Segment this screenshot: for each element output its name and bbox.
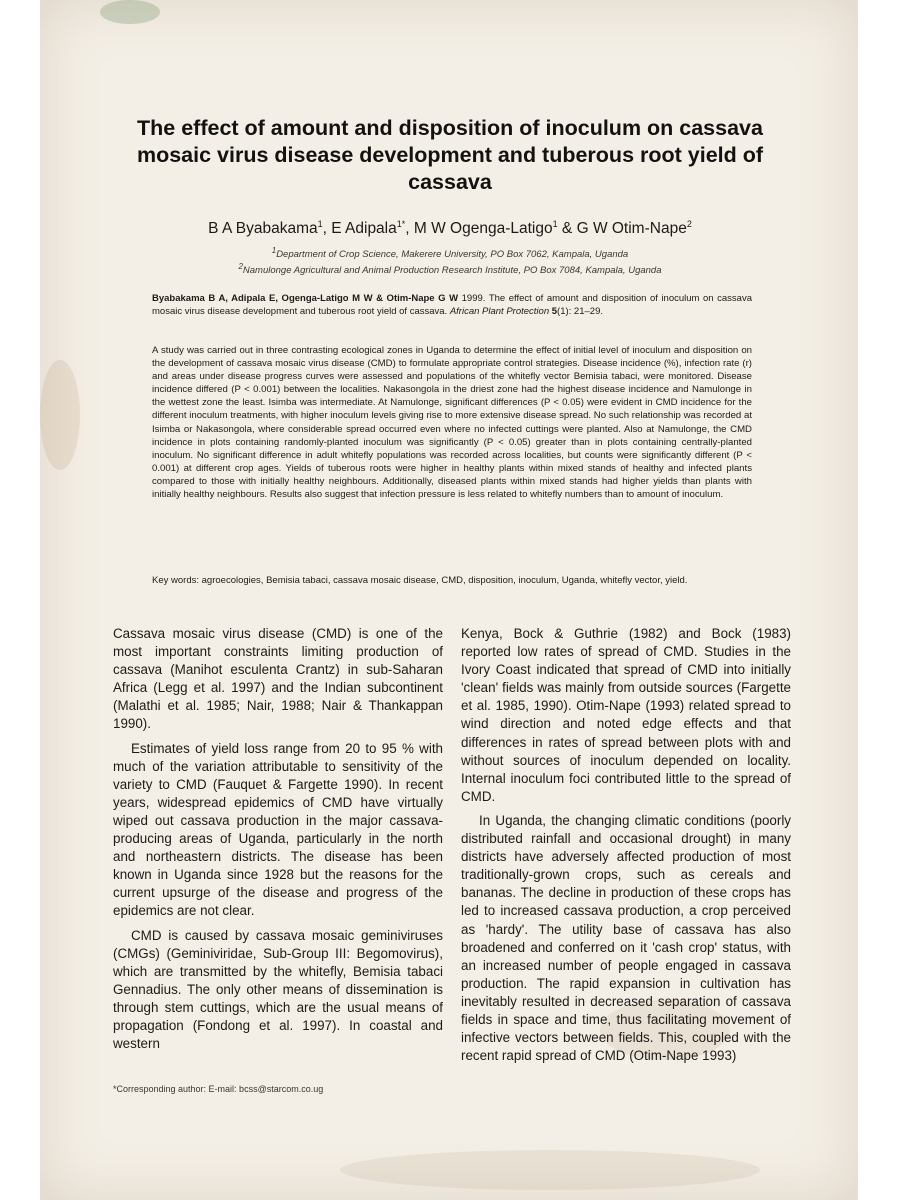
citation-journal: African Plant Protection bbox=[449, 306, 550, 317]
citation-volume: 5 bbox=[551, 306, 558, 317]
author-name: E Adipala bbox=[331, 220, 397, 238]
paper-title: The effect of amount and disposition of inoculum on cassava mosaic virus disease development and tuberous root yield of cassava bbox=[136, 116, 764, 194]
body-column-right bbox=[461, 625, 791, 1065]
body-paragraph: Estimates of yield loss range from 20 to 95 % with much of the variation attributable to sensitivity of the variety to CMD (Fauquet & Fargette 1990). In recent years, widespread epidemics of CMD have virtually wiped out cassava production in the major cassava-producing areas of Uganda, particularly in the north and northeastern districts. The disease has been known in Uganda since 1928 but the reasons for the current upsurge of the disease and progress of the epidemics are not clear. bbox=[113, 740, 443, 919]
paper-stain bbox=[340, 1150, 760, 1190]
citation bbox=[152, 292, 752, 318]
affiliation bbox=[150, 262, 750, 276]
affiliation-mark: 2 bbox=[238, 262, 243, 271]
author-affiliation-mark: 1 bbox=[552, 219, 558, 229]
author-affiliation-mark: 2 bbox=[686, 219, 692, 229]
corresponding-author-footnote: *Corresponding author: E-mail: bcss@starcom.co.ug bbox=[113, 1084, 324, 1094]
citation-authors: Byabakama B A, Adipala E, Ogenga-Latigo M W & Otim-Nape G W bbox=[152, 293, 459, 304]
affiliation-text: Department of Crop Science, Makerere University, PO Box 7062, Kampala, Uganda bbox=[276, 249, 629, 261]
abstract: A study was carried out in three contrasting ecological zones in Uganda to determine the effect of initial level of inoculum and disposition on the development of cassava mosaic virus disease (CMD) to formulate appropriate control strategies. Disease incidence (%), infection rate (r) and areas under disease progress curves were assessed and populations of the whitefly vector Bemisia tabaci, were monitored. Disease incidence differed (P < 0.001) between the localities. Nakasongola in the driest zone had the highest disease incidence and Namulonge in the wettest zone the least. Isimba was intermediate. At Namulonge, significant differences (P < 0.05) were evident in CMD incidence for the different inoculum treatments, with higher inoculum levels giving rise to more extensive disease spread. No such relationship was recorded at Isimba or Nakasongola, where considerable spread occurred even where no infected cuttings were planted. Also at Namulonge, the CMD incidence in plots containing randomly-planted inoculum was significantly (P < 0.05) greater than in plots containing centrally-planted inoculum. No significant difference in adult whitefly populations was recorded across localities, but counts were significantly different (P < 0.001) at different crop ages. Yields of tuberous roots were higher in healthy plants within mixed stands of healthy and infected plants compared to those with initially healthy neighbours. Additionally, diseased plants within mixed stands had higher yields than plants with initially healthy neighbours. Results also suggest that infection pressure is less related to whitefly numbers than to amount of inoculum. bbox=[152, 345, 752, 501]
affiliation-text: Namulonge Agricultural and Animal Production Research Institute, PO Box 7084, Kampala, Uganda bbox=[242, 265, 662, 277]
paper-stain bbox=[40, 360, 80, 470]
citation-title: The effect of amount and disposition of inoculum on cassava mosaic virus disease development and tuberous root yield of cassava. bbox=[152, 293, 752, 317]
paper-stain bbox=[100, 0, 160, 24]
body-paragraph: Kenya, Bock & Guthrie (1982) and Bock (1983) reported low rates of spread of CMD. Studies in the Ivory Coast indicated that spread of CMD into initially 'clean' fields was mainly from outside sources (Fargette et al. 1985, 1990). Otim-Nape (1993) related spread to wind direction and noted edge effects and that differences in rates of spread between plots with and without sources of inoculum depended on locality. Internal inoculum foci contributed little to the spread of CMD. bbox=[461, 626, 791, 804]
citation-pages: (1): 21–29. bbox=[557, 306, 603, 317]
affiliation-mark: 1 bbox=[271, 246, 277, 255]
body-paragraph: CMD is caused by cassava mosaic geminiviruses (CMGs) (Geminiviridae, Sub-Group III: Begomovirus), which are transmitted by the whitefly, Bemisia tabaci Gennadius. The only other means of dissemination is through stem cuttings, which are the usual means of propagation (Fondong et al. 1997). In coastal and western bbox=[113, 927, 443, 1052]
keywords-text: agroecologies, Bemisia tabaci, cassava mosaic disease, CMD, disposition, inoculum, Uganda, whitefly vector, yield. bbox=[201, 575, 688, 586]
body-paragraph: Cassava mosaic virus disease (CMD) is one of the most important constraints limiting production of cassava (Manihot esculenta Crantz) in sub-Saharan Africa (Legg et al. 1997) and the Indian subcontinent (Malathi et al. 1985; Nair, 1988; Nair & Thankappan 1990). bbox=[113, 626, 443, 732]
author-name: G W Otim-Nape bbox=[576, 220, 687, 238]
author-name: M W Ogenga-Latigo bbox=[413, 220, 553, 238]
body-paragraph: In Uganda, the changing climatic conditions (poorly distributed rainfall and occasional drought) in many districts have adversely affected production of most traditionally-grown crops, such as cereals and bananas. The decline in production of these crops has led to increased cassava production, a crop perceived as 'hardy'. The utility base of cassava has also broadened and conferred on it 'cash crop' status, with an increased number of people engaged in cassava production. The rapid expansion in cultivation has inevitably resulted in decreased separation of cassava fields in space and time, thus facilitating movement of infective vectors between fields. This, coupled with the recent rapid spread of CMD (Otim-Nape 1993) bbox=[461, 812, 791, 1064]
citation-year: 1999. bbox=[461, 293, 486, 304]
author-affiliation-mark: 1* bbox=[396, 219, 406, 229]
keywords-label: Key words: bbox=[152, 575, 199, 586]
affiliation bbox=[150, 246, 750, 260]
author-name: B A Byabakama bbox=[208, 220, 318, 238]
keywords bbox=[152, 574, 752, 587]
body-column-left bbox=[113, 625, 443, 1053]
author-affiliation-mark: 1 bbox=[317, 219, 323, 229]
author-list: B A Byabakama$^1$, E Adipala$^{1*}$, M W Ogenga-Latigo$^1$ & G W Otim-Nape$^2$ bbox=[208, 219, 692, 238]
